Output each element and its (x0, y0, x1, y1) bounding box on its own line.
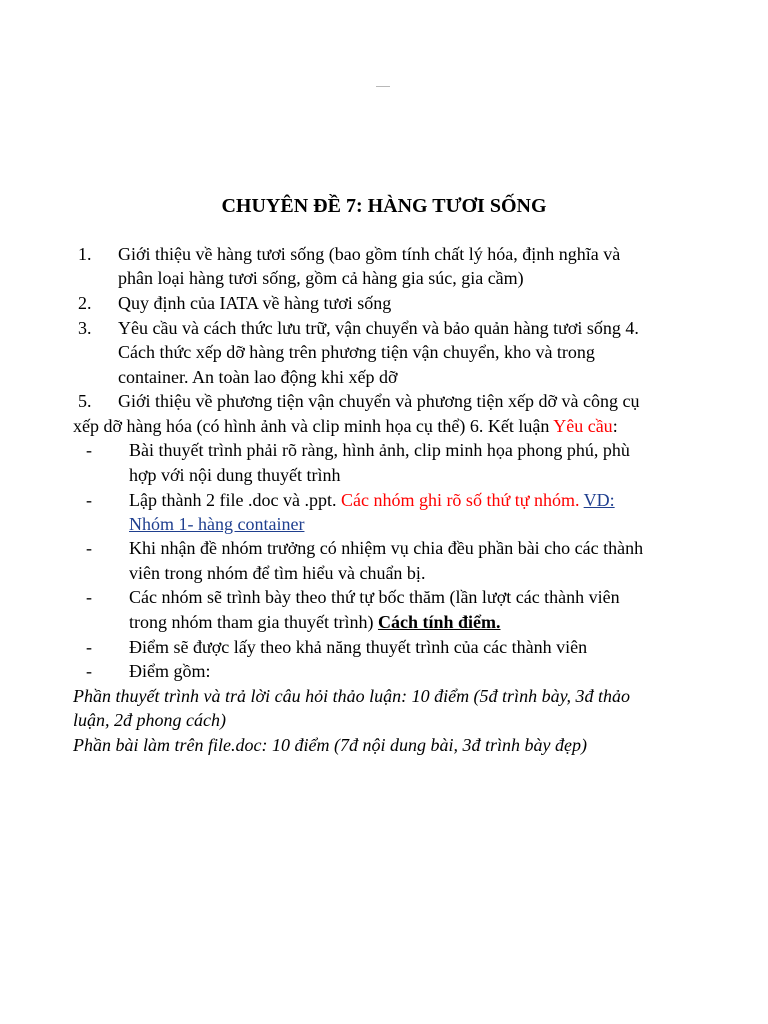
header-mark (376, 86, 390, 87)
requirement-text: Khi nhận đề nhóm trưởng có nhiệm vụ chia đều phần bài cho các thành (129, 538, 644, 558)
scoring-line: luận, 2đ phong cách) (73, 710, 226, 730)
requirement-text-main: trong nhóm tham gia thuyết trình) (129, 612, 378, 632)
item-text: Giới thiệu về hàng tươi sống (bao gồm tính chất lý hóa, định nghĩa và (118, 244, 621, 264)
item-text: phân loại hàng tươi sống, gồm cả hàng gia súc, gia cầm) (118, 268, 524, 288)
item-text: container. An toàn lao động khi xếp dỡ (118, 367, 398, 387)
bullet-dash: - (86, 440, 92, 460)
requirement-text: Điểm gồm: (129, 661, 211, 681)
requirement-text (129, 488, 615, 513)
bullet-dash: - (86, 637, 92, 657)
item-text: Yêu cầu và cách thức lưu trữ, vận chuyển và bảo quản hàng tươi sống 4. (118, 318, 639, 338)
group-number-note: Các nhóm ghi rõ số thứ tự nhóm. (340, 490, 580, 510)
item-text: Cách thức xếp dỡ hàng trên phương tiện vận chuyển, kho và trong (118, 342, 595, 362)
scoring-heading: Cách tính điểm. (377, 612, 501, 632)
bullet-dash: - (86, 538, 92, 558)
requirement-text: Các nhóm sẽ trình bày theo thứ tự bốc thăm (lần lượt các thành viên (129, 587, 620, 607)
colon: : (612, 416, 618, 436)
bullet-dash: - (86, 661, 92, 681)
requirement-text: hợp với nội dung thuyết trình (129, 465, 341, 485)
item-number: 3. (78, 318, 92, 338)
example-link-continued[interactable]: Nhóm 1- hàng container (129, 514, 305, 534)
item-text-main: xếp dỡ hàng hóa (có hình ảnh và clip minh họa cụ thể) 6. Kết luận (73, 416, 554, 436)
requirement-text: viên trong nhóm để tìm hiểu và chuẩn bị. (129, 563, 426, 583)
item-text: Quy định của IATA về hàng tươi sống (118, 293, 392, 313)
requirement-text (129, 610, 500, 635)
example-link[interactable]: VD: (583, 490, 615, 510)
requirement-text: Điểm sẽ được lấy theo khả năng thuyết trình của các thành viên (129, 637, 588, 657)
requirements-heading: Yêu cầu (553, 416, 613, 436)
bullet-dash: - (86, 587, 92, 607)
item-number: 2. (78, 293, 92, 313)
item-text (73, 414, 618, 439)
item-number: 1. (78, 244, 92, 264)
requirement-text-main: Lập thành 2 file .doc và .ppt. (129, 490, 341, 510)
bullet-dash: - (86, 490, 92, 510)
item-number: 5. (78, 391, 92, 411)
scoring-line: Phần bài làm trên file.doc: 10 điểm (7đ nội dung bài, 3đ trình bày đẹp) (73, 735, 587, 755)
requirement-text: Bài thuyết trình phải rõ ràng, hình ảnh, clip minh họa phong phú, phù (129, 440, 630, 460)
scoring-line: Phần thuyết trình và trả lời câu hỏi thảo luận: 10 điểm (5đ trình bày, 3đ thảo (73, 686, 631, 706)
item-text: Giới thiệu về phương tiện vận chuyển và phương tiện xếp dỡ và công cụ (118, 391, 640, 411)
document-title: CHUYÊN ĐỀ 7: HÀNG TƯƠI SỐNG (221, 195, 547, 217)
